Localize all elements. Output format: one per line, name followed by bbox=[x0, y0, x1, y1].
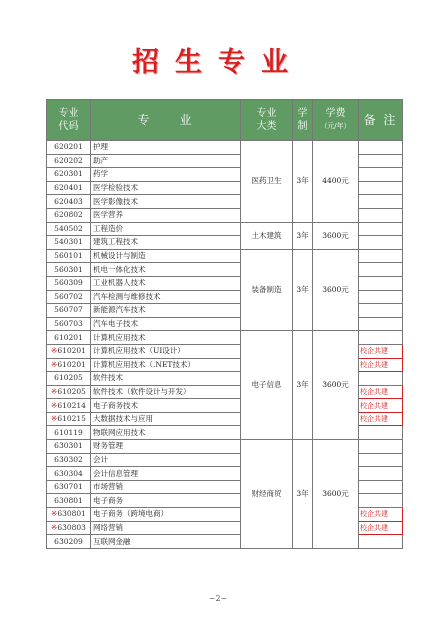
co-build-mark: ※ bbox=[51, 509, 58, 519]
major-category: 装备制造 bbox=[241, 249, 293, 331]
major-name: 会计 bbox=[91, 453, 241, 467]
table-header bbox=[47, 100, 403, 141]
remark bbox=[359, 141, 403, 155]
major-name: 市场营销 bbox=[91, 480, 241, 494]
study-years: 3年 bbox=[293, 331, 313, 440]
major-code bbox=[47, 412, 91, 426]
page-title: 招生专业 bbox=[132, 47, 304, 78]
code-value: 610201 bbox=[57, 359, 86, 369]
major-code bbox=[47, 154, 91, 168]
major-name: 软件技术（软件设计与开发） bbox=[91, 385, 241, 399]
code-value: 560702 bbox=[54, 291, 83, 301]
major-category: 电子信息 bbox=[241, 331, 293, 440]
header-major: 专 业 bbox=[91, 100, 241, 141]
major-name: 财务管理 bbox=[91, 440, 241, 454]
code-value: 620202 bbox=[54, 155, 83, 165]
major-name: 计算机应用技术（.NET技术） bbox=[91, 358, 241, 372]
header-note: 备 注 bbox=[359, 100, 403, 141]
remark bbox=[359, 494, 403, 508]
study-years: 3年 bbox=[293, 141, 313, 223]
major-code bbox=[47, 249, 91, 263]
major-name: 医学影像技术 bbox=[91, 195, 241, 209]
major-name: 机电一体化技术 bbox=[91, 263, 241, 277]
major-name: 药学 bbox=[91, 168, 241, 182]
remark bbox=[359, 263, 403, 277]
code-value: 560707 bbox=[54, 305, 83, 315]
major-code bbox=[47, 372, 91, 386]
remark bbox=[359, 480, 403, 494]
code-value: 620802 bbox=[54, 210, 83, 220]
header-code: 专业 代码 bbox=[47, 100, 91, 141]
major-name: 建筑工程技术 bbox=[91, 236, 241, 250]
remark bbox=[359, 290, 403, 304]
remark: 校企共建 bbox=[359, 344, 403, 358]
major-code bbox=[47, 304, 91, 318]
remark: 校企共建 bbox=[359, 399, 403, 413]
code-value: 610201 bbox=[54, 332, 83, 342]
major-category: 医药卫生 bbox=[241, 141, 293, 223]
major-name: 计算机应用技术 bbox=[91, 331, 241, 345]
code-value: 620401 bbox=[54, 183, 83, 193]
code-value: 560309 bbox=[54, 278, 83, 288]
major-code bbox=[47, 222, 91, 236]
code-value: 630209 bbox=[54, 536, 83, 546]
major-code bbox=[47, 208, 91, 222]
remark bbox=[359, 467, 403, 481]
code-value: 610215 bbox=[57, 414, 86, 424]
remark bbox=[359, 181, 403, 195]
code-value: 630304 bbox=[54, 468, 83, 478]
major-name: 工程造价 bbox=[91, 222, 241, 236]
code-value: 630302 bbox=[54, 454, 83, 464]
major-name: 机械设计与制造 bbox=[91, 249, 241, 263]
tuition-fee: 3600元 bbox=[313, 222, 359, 249]
code-value: 560703 bbox=[54, 319, 83, 329]
tuition-fee: 3600元 bbox=[313, 440, 359, 549]
major-name: 汽车电子技术 bbox=[91, 317, 241, 331]
major-name: 新能源汽车技术 bbox=[91, 304, 241, 318]
major-name: 护理 bbox=[91, 141, 241, 155]
remark bbox=[359, 154, 403, 168]
table-row bbox=[47, 249, 403, 263]
remark bbox=[359, 426, 403, 440]
code-value: 610205 bbox=[57, 386, 86, 396]
code-value: 630801 bbox=[54, 495, 83, 505]
major-code bbox=[47, 141, 91, 155]
major-code bbox=[47, 344, 91, 358]
major-name: 工业机器人技术 bbox=[91, 276, 241, 290]
remark bbox=[359, 195, 403, 209]
remark bbox=[359, 276, 403, 290]
major-name: 电子商务技术 bbox=[91, 399, 241, 413]
table-row bbox=[47, 222, 403, 236]
code-value: 610214 bbox=[57, 400, 86, 410]
major-code bbox=[47, 535, 91, 549]
remark: 校企共建 bbox=[359, 508, 403, 522]
major-name: 互联网金融 bbox=[91, 535, 241, 549]
code-value: 610205 bbox=[54, 373, 83, 383]
remark bbox=[359, 168, 403, 182]
major-code bbox=[47, 331, 91, 345]
remark bbox=[359, 331, 403, 345]
tuition-fee: 3600元 bbox=[313, 249, 359, 331]
code-value: 620403 bbox=[54, 196, 83, 206]
co-build-mark: ※ bbox=[51, 400, 58, 410]
study-years: 3年 bbox=[293, 440, 313, 549]
major-code bbox=[47, 358, 91, 372]
major-category: 土木建筑 bbox=[241, 222, 293, 249]
co-build-mark: ※ bbox=[51, 346, 58, 356]
co-build-mark: ※ bbox=[51, 522, 58, 532]
header-category: 专业 大类 bbox=[241, 100, 293, 141]
major-code bbox=[47, 317, 91, 331]
major-code bbox=[47, 168, 91, 182]
tuition-fee: 3600元 bbox=[313, 331, 359, 440]
major-code bbox=[47, 494, 91, 508]
code-value: 540502 bbox=[54, 223, 83, 233]
co-build-mark: ※ bbox=[51, 359, 58, 369]
tuition-fee: 4400元 bbox=[313, 141, 359, 223]
major-code bbox=[47, 508, 91, 522]
code-value: 560301 bbox=[54, 264, 83, 274]
major-code bbox=[47, 426, 91, 440]
remark bbox=[359, 249, 403, 263]
remark bbox=[359, 317, 403, 331]
major-code bbox=[47, 521, 91, 535]
code-value: 620301 bbox=[54, 169, 83, 179]
major-code bbox=[47, 263, 91, 277]
major-code bbox=[47, 276, 91, 290]
code-value: 540301 bbox=[54, 237, 83, 247]
major-code bbox=[47, 236, 91, 250]
study-years: 3年 bbox=[293, 222, 313, 249]
table-row bbox=[47, 331, 403, 345]
major-code bbox=[47, 195, 91, 209]
study-years: 3年 bbox=[293, 249, 313, 331]
remark bbox=[359, 372, 403, 386]
table-row bbox=[47, 440, 403, 454]
co-build-mark: ※ bbox=[51, 386, 58, 396]
major-code bbox=[47, 440, 91, 454]
major-name: 助产 bbox=[91, 154, 241, 168]
major-name: 医学检验技术 bbox=[91, 181, 241, 195]
code-value: 630803 bbox=[57, 522, 86, 532]
major-name: 医学营养 bbox=[91, 208, 241, 222]
table-body bbox=[47, 141, 403, 549]
major-name: 软件技术 bbox=[91, 372, 241, 386]
code-value: 630301 bbox=[54, 441, 83, 451]
code-value: 610119 bbox=[54, 427, 83, 437]
major-name: 网络营销 bbox=[91, 521, 241, 535]
major-name: 电子商务 bbox=[91, 494, 241, 508]
code-value: 610201 bbox=[57, 346, 86, 356]
code-value: 630701 bbox=[54, 482, 83, 492]
majors-table bbox=[46, 99, 403, 549]
header-system: 学 制 bbox=[293, 100, 313, 141]
major-code bbox=[47, 467, 91, 481]
major-category: 财经商贸 bbox=[241, 440, 293, 549]
remark: 校企共建 bbox=[359, 385, 403, 399]
remark bbox=[359, 440, 403, 454]
remark bbox=[359, 236, 403, 250]
code-value: 620201 bbox=[54, 142, 83, 152]
major-code bbox=[47, 453, 91, 467]
remark bbox=[359, 208, 403, 222]
major-code bbox=[47, 385, 91, 399]
code-value: 630801 bbox=[57, 509, 86, 519]
major-name: 汽车检测与维修技术 bbox=[91, 290, 241, 304]
header-fee: 学费 （元/年） bbox=[313, 100, 359, 141]
major-name: 物联网应用技术 bbox=[91, 426, 241, 440]
remark: 校企共建 bbox=[359, 521, 403, 535]
code-value: 560101 bbox=[54, 251, 83, 261]
co-build-mark: ※ bbox=[51, 414, 58, 424]
remark: 校企共建 bbox=[359, 358, 403, 372]
remark bbox=[359, 535, 403, 549]
major-name: 电子商务（跨境电商） bbox=[91, 508, 241, 522]
remark: 校企共建 bbox=[359, 412, 403, 426]
major-code bbox=[47, 181, 91, 195]
major-code bbox=[47, 480, 91, 494]
major-name: 计算机应用技术（UI设计） bbox=[91, 344, 241, 358]
remark bbox=[359, 453, 403, 467]
major-code bbox=[47, 399, 91, 413]
remark bbox=[359, 222, 403, 236]
table-row bbox=[47, 141, 403, 155]
page-number: ~2~ bbox=[208, 594, 228, 603]
major-name: 大数据技术与应用 bbox=[91, 412, 241, 426]
major-code bbox=[47, 290, 91, 304]
remark bbox=[359, 304, 403, 318]
major-name: 会计信息管理 bbox=[91, 467, 241, 481]
